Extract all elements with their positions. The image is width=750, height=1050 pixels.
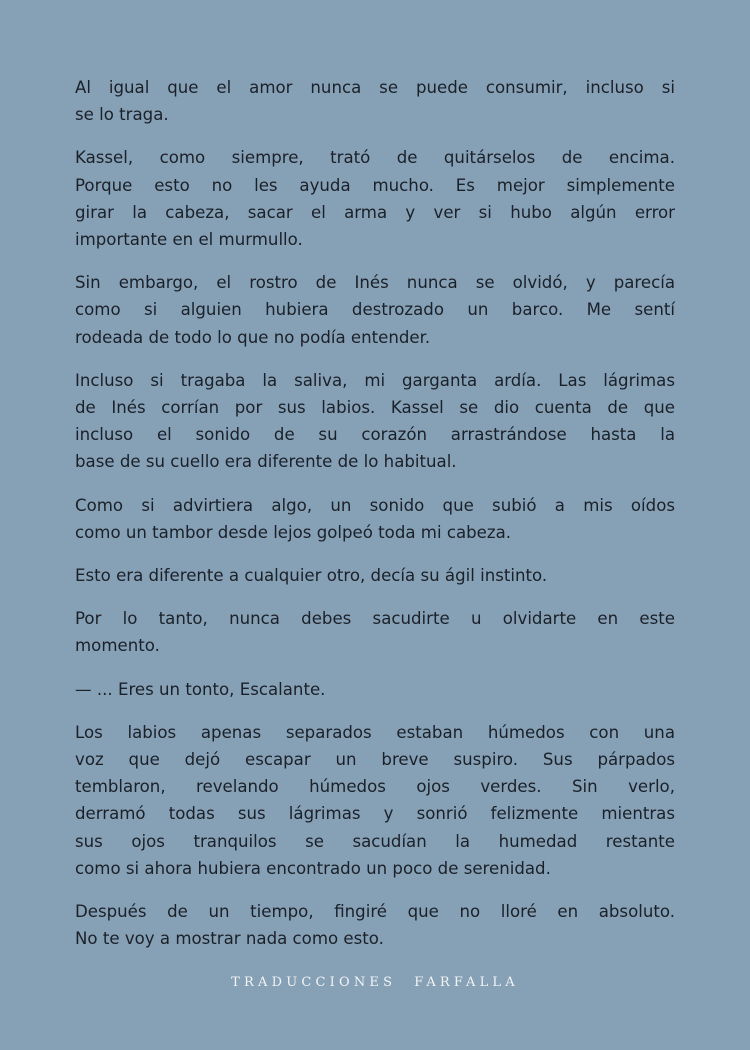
text-line: No te voy a mostrar nada como esto. bbox=[75, 929, 384, 949]
text-line: Después de un tiempo, fingiré que no lloré en absoluto. bbox=[75, 902, 675, 922]
text-line: Incluso si tragaba la saliva, mi garganta ardía. Las lágrimas bbox=[75, 370, 675, 390]
paragraph bbox=[75, 367, 675, 476]
text-line: Al igual que el amor nunca se puede consumir, incluso si bbox=[75, 78, 675, 97]
text-line: girar la cabeza, sacar el arma y ver si hubo algún error bbox=[75, 202, 675, 222]
text-line: — ... Eres un tonto, Escalante. bbox=[75, 679, 326, 699]
text-line: voz que dejó escapar un breve suspiro. Sus párpados bbox=[75, 750, 675, 770]
paragraph bbox=[75, 562, 675, 589]
footer-word-1: TRADUCCIONES bbox=[231, 975, 397, 990]
text-line: como si ahora hubiera encontrado un poco de serenidad. bbox=[75, 858, 551, 878]
text-line: sus ojos tranquilos se sacudían la humedad restante bbox=[75, 831, 675, 851]
paragraph bbox=[75, 898, 675, 952]
text-line: derramó todas sus lágrimas y sonrió felizmente mientras bbox=[75, 804, 675, 824]
text-line: Esto era diferente a cualquier otro, decía su ágil instinto. bbox=[75, 566, 548, 586]
text-line: de Inés corrían por sus labios. Kassel se dio cuenta de que bbox=[75, 398, 675, 418]
text-line: se lo traga. bbox=[75, 105, 169, 125]
text-line: importante en el murmullo. bbox=[75, 230, 303, 250]
text-line: Kassel, como siempre, trató de quitárselos de encima. bbox=[75, 148, 675, 168]
text-line: como un tambor desde lejos golpeó toda mi cabeza. bbox=[75, 522, 512, 542]
text-line: incluso el sonido de su corazón arrastrándose hasta la bbox=[75, 425, 675, 445]
text-line: temblaron, revelando húmedos ojos verdes. Sin verlo, bbox=[75, 777, 675, 797]
text-line: Por lo tanto, nunca debes sacudirte u olvidarte en este bbox=[75, 609, 675, 629]
page-body bbox=[75, 74, 675, 968]
paragraph bbox=[75, 144, 675, 253]
text-line: Como si advirtiera algo, un sonido que subió a mis oídos bbox=[75, 495, 675, 515]
paragraph bbox=[75, 492, 675, 546]
text-line: Porque esto no les ayuda mucho. Es mejor simplemente bbox=[75, 175, 675, 195]
text-line: como si alguien hubiera destrozado un barco. Me sentí bbox=[75, 300, 675, 320]
paragraph bbox=[75, 269, 675, 351]
footer-credit bbox=[0, 975, 750, 990]
text-line: rodeada de todo lo que no podía entender. bbox=[75, 327, 431, 347]
text-line: base de su cuello era diferente de lo habitual. bbox=[75, 452, 457, 472]
paragraph bbox=[75, 719, 675, 882]
paragraph bbox=[75, 74, 675, 128]
paragraph bbox=[75, 605, 675, 659]
text-line: momento. bbox=[75, 636, 160, 656]
text-line: Sin embargo, el rostro de Inés nunca se olvidó, y parecía bbox=[75, 273, 675, 293]
paragraph bbox=[75, 676, 675, 703]
text-line: Los labios apenas separados estaban húmedos con una bbox=[75, 722, 675, 742]
footer-word-2: FARFALLA bbox=[414, 975, 519, 990]
